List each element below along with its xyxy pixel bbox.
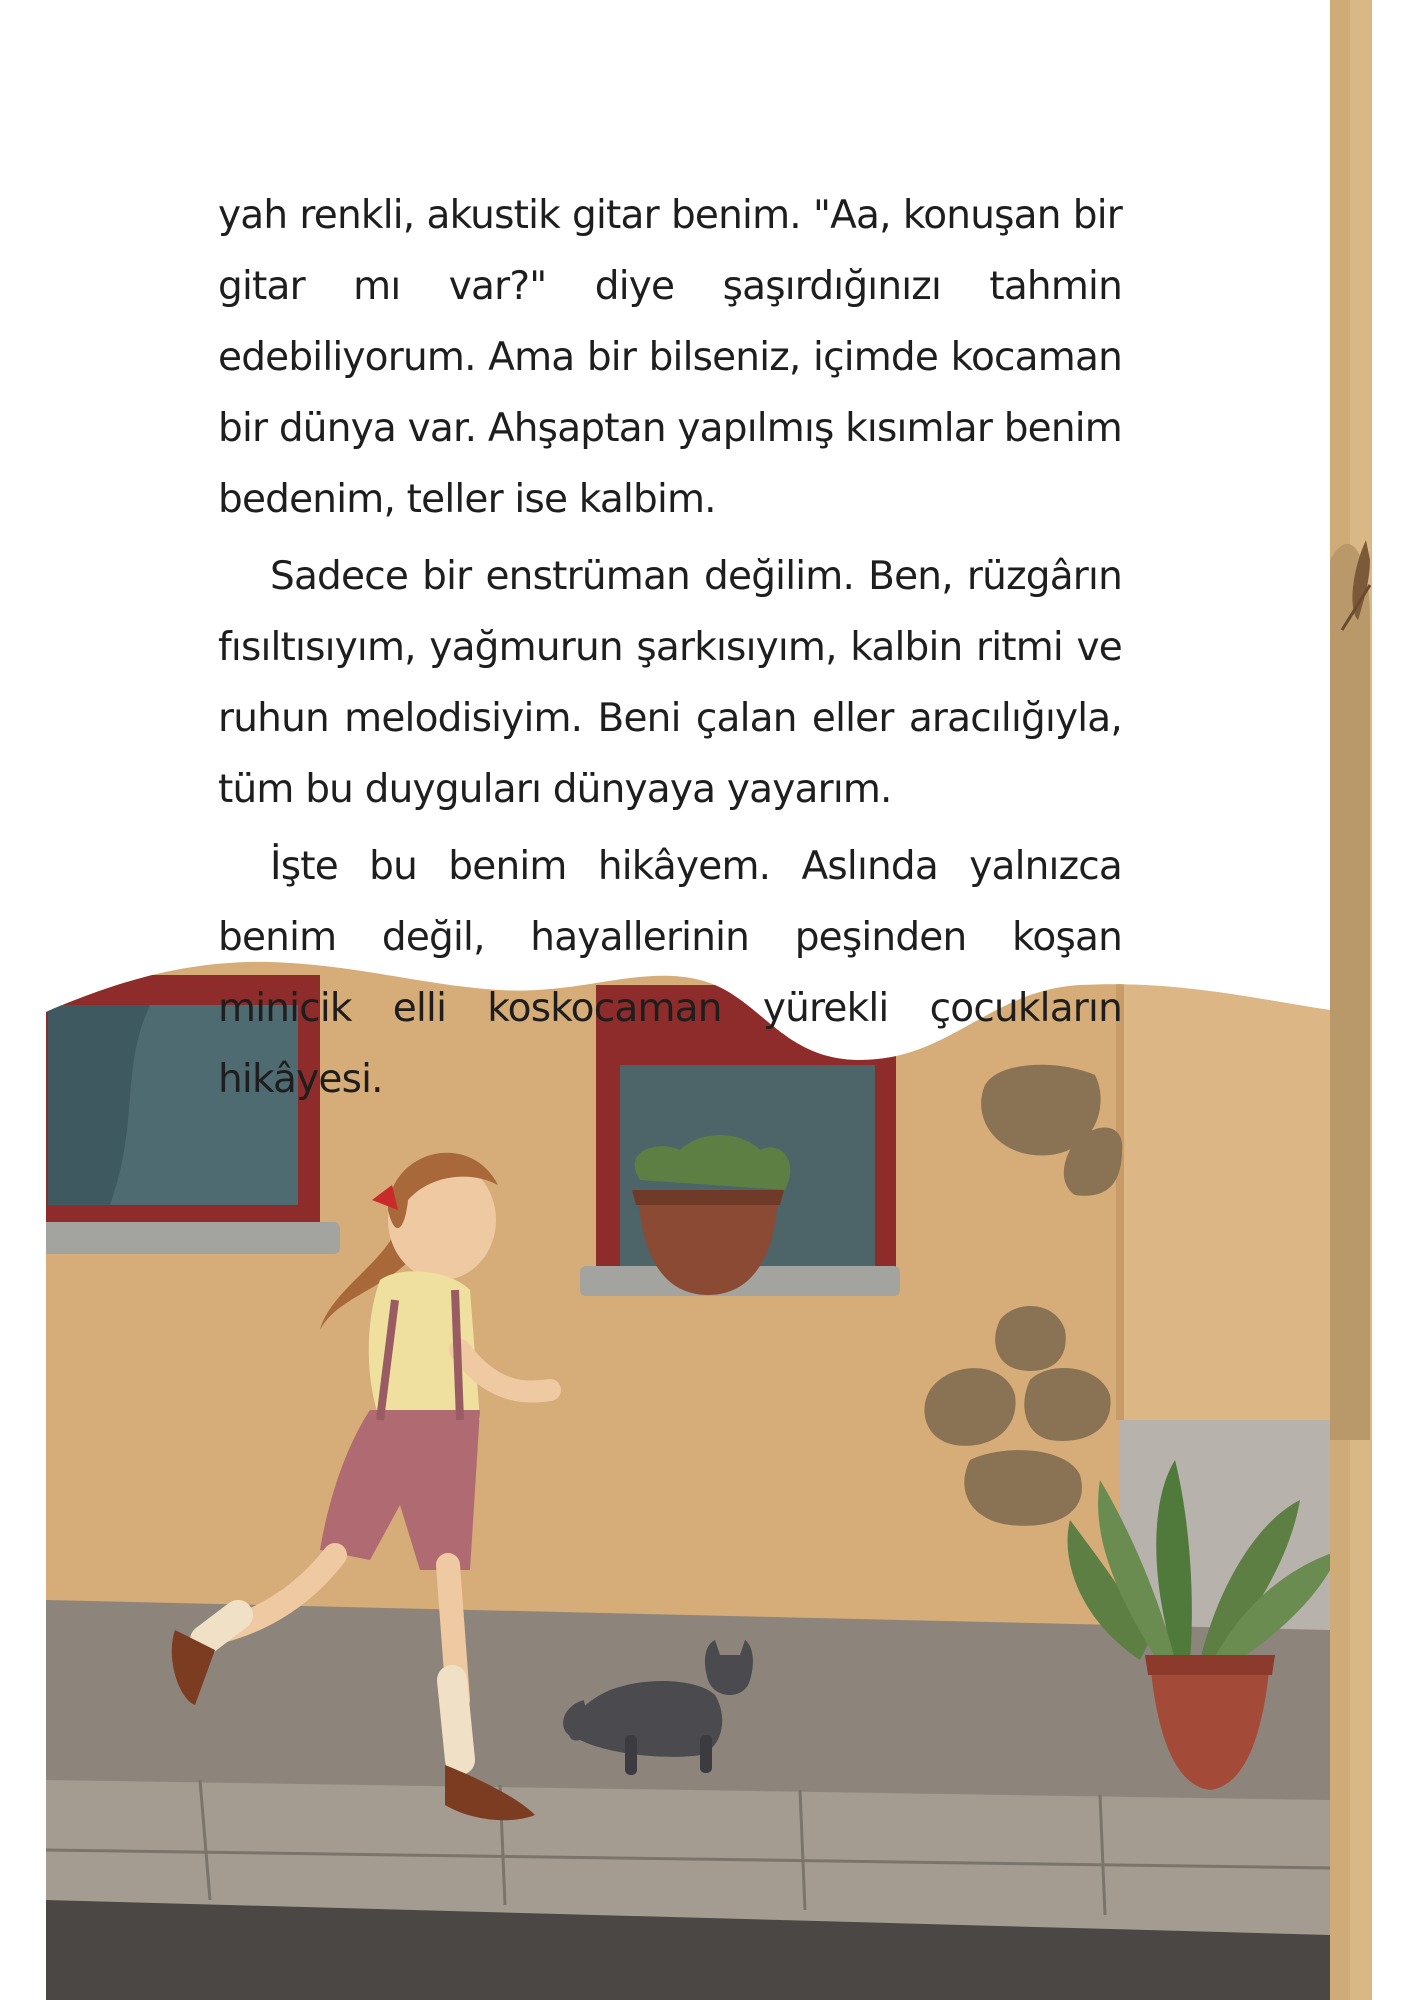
paragraph-3: İşte bu benim hikâyem. Aslında yalnızca benim değil, hayallerinin peşinden koşan minicik elli koskocaman yürekli çocukların hikâyesi. xyxy=(218,844,1122,1102)
story-text xyxy=(218,180,1122,1121)
paragraph-2: Sadece bir enstrüman değilim. Ben, rüzgârın fısıltısıyım, yağmurun şarkısıyım, kalbin ritmi ve ruhun melodisiyim. Beni çalan eller aracılığıyla, tüm bu duyguları dünyaya yayarım. xyxy=(218,554,1122,812)
paragraph-1: yah renkli, akustik gitar benim. "Aa, konuşan bir gitar mı var?" diye şaşırdığınızı tahmin edebiliyorum. Ama bir bilseniz, içimde kocaman bir dünya var. Ahşaptan yapılmış kısımlar benim bedenim, teller ise kalbim. xyxy=(218,193,1122,522)
left-window-sill xyxy=(40,1222,340,1254)
